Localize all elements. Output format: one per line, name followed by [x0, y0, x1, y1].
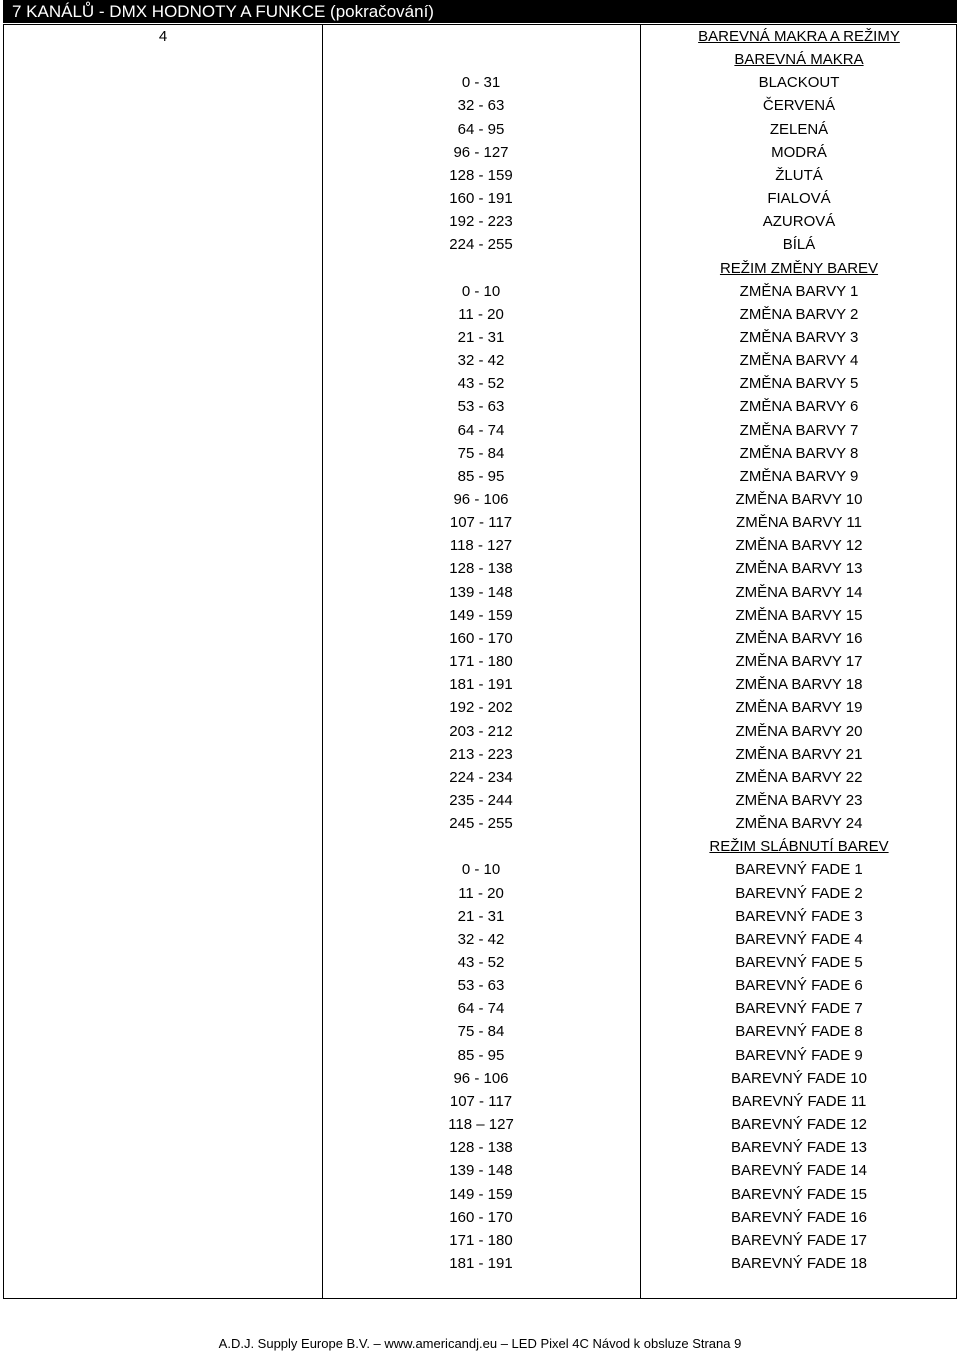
dmx-value-cell: 235 - 244: [449, 791, 513, 809]
dmx-value-cell: 107 - 117: [449, 1092, 513, 1110]
table-row: [4, 743, 956, 766]
dmx-value-cell: 181 - 191: [449, 676, 513, 694]
table-row: [4, 997, 956, 1020]
table-row: [4, 442, 956, 465]
dmx-value-cell: 32 - 42: [457, 930, 505, 948]
table-row: [4, 210, 956, 233]
dmx-value-cell: 149 - 159: [449, 606, 513, 624]
dmx-value-cell: 53 - 63: [457, 977, 505, 995]
dmx-value-cell: 181 - 191: [449, 1254, 513, 1272]
function-heading: BAREVNÁ MAKRA A REŽIMY: [698, 28, 900, 45]
dmx-value-cell: 107 - 117: [449, 514, 513, 532]
table-row: [4, 25, 956, 48]
function-cell: BAREVNÝ FADE 8: [735, 1023, 863, 1041]
table-row: [4, 1183, 956, 1206]
dmx-value-cell: 224 - 234: [449, 768, 513, 786]
function-cell: BAREVNÝ FADE 15: [731, 1185, 867, 1203]
dmx-value-cell: 192 - 223: [449, 213, 513, 231]
function-cell: ZMĚNA BARVY 21: [735, 745, 863, 763]
function-heading: REŽIM ZMĚNY BAREV: [719, 259, 879, 277]
table-row: [4, 1206, 956, 1229]
dmx-value-cell: 171 - 180: [449, 1231, 513, 1249]
dmx-value-cell: 139 - 148: [449, 1162, 513, 1180]
table-row: [4, 372, 956, 395]
function-cell: BAREVNÝ FADE 3: [735, 907, 863, 925]
function-cell: BÍLÁ: [782, 236, 816, 254]
function-cell: BAREVNÝ FADE 13: [731, 1139, 867, 1157]
dmx-value-cell: 11 - 20: [458, 305, 504, 323]
function-cell: ZMĚNA BARVY 3: [739, 328, 859, 346]
dmx-value-cell: 0 - 31: [461, 74, 501, 92]
dmx-value-cell: 43 - 52: [457, 375, 505, 393]
function-heading: REŽIM SLÁBNUTÍ BAREV: [709, 838, 889, 856]
function-cell: BAREVNÝ FADE 10: [731, 1069, 867, 1087]
table-row: [4, 94, 956, 117]
table-row: [4, 1113, 956, 1136]
function-cell: ZMĚNA BARVY 13: [735, 560, 863, 578]
table-row: [4, 511, 956, 534]
table-row: [4, 1090, 956, 1113]
table-row: [4, 1229, 956, 1252]
table-row: [4, 326, 956, 349]
table-row: [4, 164, 956, 187]
table-row: [4, 1252, 956, 1275]
dmx-value-cell: 43 - 52: [457, 954, 505, 971]
dmx-value-cell: 11 - 20: [458, 884, 504, 902]
dmx-value-cell: 0 - 10: [461, 282, 501, 300]
function-cell: BAREVNÝ FADE 7: [735, 1000, 863, 1018]
table-row: [4, 1020, 956, 1043]
function-cell: ZMĚNA BARVY 14: [735, 583, 863, 601]
function-cell: ZMĚNA BARVY 8: [739, 444, 859, 462]
function-cell: BAREVNÝ FADE 9: [735, 1046, 863, 1064]
dmx-value-cell: 128 - 159: [449, 166, 513, 184]
function-cell: MODRÁ: [771, 143, 827, 161]
function-cell: BAREVNÝ FADE 1: [735, 861, 863, 879]
function-cell: ZMĚNA BARVY 18: [735, 676, 863, 694]
table-row: [4, 48, 956, 71]
dmx-value-cell: 75 - 84: [457, 444, 505, 462]
dmx-value-cell: 171 - 180: [449, 653, 513, 671]
function-cell: ZMĚNA BARVY 4: [739, 352, 859, 370]
dmx-value-cell: 160 - 170: [449, 629, 513, 647]
table-row: [4, 141, 956, 164]
section-header: 7 KANÁLŮ - DMX HODNOTY A FUNKCE (pokračování): [3, 0, 957, 23]
function-cell: ZMĚNA BARVY 9: [739, 467, 859, 485]
table-row: [4, 233, 956, 256]
dmx-value-cell: 64 - 74: [457, 1000, 505, 1018]
function-cell: ZMĚNA BARVY 17: [735, 653, 863, 671]
dmx-value-cell: 139 - 148: [449, 583, 513, 601]
table-row: [4, 789, 956, 812]
table-row: [4, 835, 956, 858]
dmx-value-cell: 96 - 106: [453, 1069, 509, 1087]
dmx-value-cell: 245 - 255: [449, 815, 513, 833]
function-cell: BAREVNÝ FADE 6: [735, 977, 863, 995]
function-cell: ZMĚNA BARVY 19: [735, 699, 863, 717]
dmx-value-cell: 75 - 84: [457, 1023, 505, 1041]
function-cell: BAREVNÝ FADE 14: [731, 1162, 867, 1180]
function-cell: ZMĚNA BARVY 20: [735, 722, 863, 740]
table-row: [4, 905, 956, 928]
dmx-value-cell: 203 - 212: [449, 722, 513, 740]
function-cell: ZMĚNA BARVY 16: [735, 629, 863, 647]
function-cell: ZMĚNA BARVY 22: [735, 768, 863, 786]
function-cell: ZMĚNA BARVY 6: [739, 398, 859, 416]
table-row: [4, 1159, 956, 1182]
function-cell: BAREVNÝ FADE 17: [731, 1231, 867, 1249]
function-cell: ZMĚNA BARVY 23: [735, 791, 863, 809]
dmx-value-cell: 96 - 127: [453, 143, 509, 161]
table-row: [4, 187, 956, 210]
function-heading: BAREVNÁ MAKRA: [734, 51, 864, 69]
function-cell: BAREVNÝ FADE 2: [735, 884, 863, 902]
function-cell: BLACKOUT: [758, 74, 840, 92]
dmx-value-cell: 118 - 127: [449, 537, 513, 555]
table-row: [4, 696, 956, 719]
dmx-value-cell: 32 - 63: [457, 97, 505, 115]
table-row: [4, 488, 956, 511]
table-row: [4, 303, 956, 326]
table-row: [4, 858, 956, 881]
table-row: [4, 766, 956, 789]
dmx-value-cell: 53 - 63: [457, 398, 505, 416]
function-cell: ZMĚNA BARVY 10: [735, 491, 863, 508]
dmx-value-cell: 128 - 138: [449, 560, 513, 578]
table-row: [4, 812, 956, 835]
function-cell: ČERVENÁ: [762, 97, 836, 115]
function-cell: AZUROVÁ: [762, 213, 836, 231]
dmx-value-cell: 21 - 31: [457, 907, 505, 925]
dmx-value-cell: 118 – 127: [448, 1116, 514, 1134]
dmx-value-cell: 64 - 95: [457, 120, 505, 138]
dmx-value-cell: 85 - 95: [457, 467, 505, 485]
table-row: [4, 1136, 956, 1159]
function-cell: ZMĚNA BARVY 24: [735, 815, 863, 833]
function-cell: BAREVNÝ FADE 5: [735, 954, 863, 971]
function-cell: BAREVNÝ FADE 18: [731, 1254, 867, 1272]
dmx-value-cell: 96 - 106: [453, 491, 509, 508]
dmx-value-cell: 160 - 170: [449, 1208, 513, 1226]
function-cell: ZELENÁ: [769, 120, 829, 138]
dmx-value-cell: 213 - 223: [449, 745, 513, 763]
dmx-value-cell: 21 - 31: [457, 328, 505, 346]
function-cell: BAREVNÝ FADE 11: [731, 1092, 867, 1110]
dmx-value-cell: 128 - 138: [449, 1139, 513, 1157]
table-row: [4, 882, 956, 905]
table-row: [4, 581, 956, 604]
function-cell: BAREVNÝ FADE 12: [731, 1116, 867, 1134]
function-cell: BAREVNÝ FADE 4: [735, 930, 863, 948]
function-cell: FIALOVÁ: [767, 190, 831, 208]
page-footer: A.D.J. Supply Europe B.V. – www.americandj.eu – LED Pixel 4C Návod k obsluze Strana 9: [218, 1336, 742, 1351]
function-cell: ZMĚNA BARVY 7: [739, 421, 859, 439]
dmx-value-cell: 64 - 74: [457, 421, 505, 439]
table-row: [4, 1044, 956, 1067]
table-row: [4, 257, 956, 280]
channel-number: 4: [158, 28, 168, 45]
table-row: [4, 604, 956, 627]
table-row: [4, 118, 956, 141]
table-row: [4, 71, 956, 94]
dmx-value-cell: 160 - 191: [449, 190, 513, 208]
table-row: [4, 673, 956, 696]
dmx-value-cell: 32 - 42: [457, 352, 505, 370]
table-row: [4, 349, 956, 372]
function-cell: ZMĚNA BARVY 5: [739, 375, 859, 393]
table-row: [4, 650, 956, 673]
table-row: [4, 419, 956, 442]
table-row: [4, 534, 956, 557]
function-cell: ZMĚNA BARVY 1: [739, 282, 859, 300]
dmx-value-cell: 0 - 10: [461, 861, 501, 879]
table-row: [4, 1067, 956, 1090]
function-cell: ZMĚNA BARVY 2: [739, 305, 859, 323]
function-cell: ŽLUTÁ: [775, 166, 823, 184]
dmx-value-cell: 149 - 159: [449, 1185, 513, 1203]
table-row: [4, 465, 956, 488]
table-row: [4, 557, 956, 580]
function-cell: BAREVNÝ FADE 16: [731, 1208, 867, 1226]
table-row: [4, 720, 956, 743]
table-row: [4, 974, 956, 997]
function-cell: ZMĚNA BARVY 11: [736, 514, 862, 532]
dmx-value-cell: 85 - 95: [457, 1046, 505, 1064]
table-row: [4, 280, 956, 303]
table-row: [4, 395, 956, 418]
dmx-value-cell: 224 - 255: [449, 236, 513, 254]
table-row: [4, 627, 956, 650]
table-row: [4, 951, 956, 974]
dmx-value-cell: 192 - 202: [449, 699, 513, 717]
table-row: [4, 928, 956, 951]
function-cell: ZMĚNA BARVY 15: [735, 606, 863, 624]
function-cell: ZMĚNA BARVY 12: [735, 537, 863, 555]
dmx-values-table: [3, 24, 957, 1299]
